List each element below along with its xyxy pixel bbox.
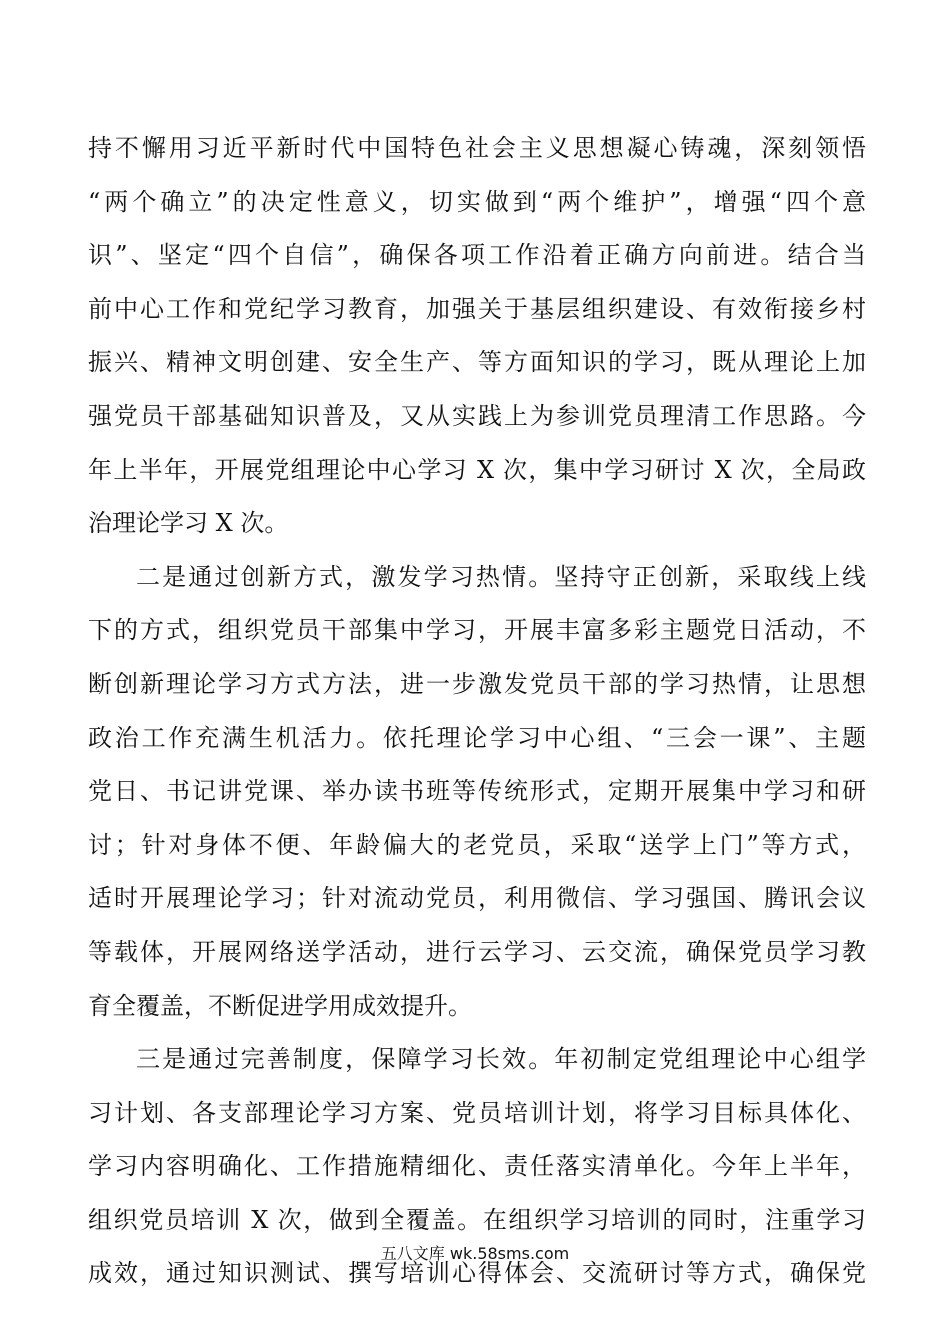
paragraph-1-line: “两个确立”的决定性意义，切实做到“两个维护”，增强“四个意 — [88, 187, 866, 216]
paragraph-1-line: 强党员干部基础知识普及，又从实践上为参训党员理清工作思路。今 — [88, 401, 866, 430]
paragraph-3-line: 习计划、各支部理论学习方案、党员培训计划，将学习目标具体化、 — [88, 1098, 866, 1127]
page-footer-watermark: 五八文库 wk.58sms.com — [380, 1244, 570, 1263]
paragraph-1-line: 年上半年，开展党组理论中心学习 X 次，集中学习研讨 X 次，全局政 — [88, 455, 866, 484]
paragraph-3-line: 三是通过完善制度，保障学习长效。年初制定党组理论中心组学 — [136, 1045, 866, 1074]
paragraph-1-line: 振兴、精神文明创建、安全生产、等方面知识的学习，既从理论上加 — [88, 348, 866, 377]
paragraph-2-line: 断创新理论学习方式方法，进一步激发党员干部的学习热情，让思想 — [88, 669, 866, 698]
paragraph-2-line: 党日、书记讲党课、举办读书班等传统形式，定期开展集中学习和研 — [88, 777, 866, 806]
paragraph-3-line: 成效，通过知识测试、撰写培训心得体会、交流研讨等方式，确保党 — [88, 1259, 866, 1288]
paragraph-2-line: 育全覆盖，不断促进学用成效提升。 — [88, 991, 472, 1020]
paragraph-1-line: 识”、坚定“四个自信”，确保各项工作沿着正确方向前进。结合当 — [88, 241, 866, 270]
paragraph-2-line: 二是通过创新方式，激发学习热情。坚持守正创新，采取线上线 — [136, 562, 866, 591]
document-body — [88, 122, 866, 1301]
paragraph-1-line: 治理论学习 X 次。 — [88, 509, 289, 538]
paragraph-2-line: 政治工作充满生机活力。依托理论学习中心组、“三会一课”、主题 — [88, 723, 866, 752]
paragraph-1-line: 前中心工作和党纪学习教育，加强关于基层组织建设、有效衔接乡村 — [88, 294, 866, 323]
paragraph-1-line: 持不懈用习近平新时代中国特色社会主义思想凝心铸魂，深刻领悟 — [88, 134, 866, 162]
paragraph-2-line: 适时开展理论学习；针对流动党员，利用微信、学习强国、腾讯会议 — [88, 884, 866, 913]
paragraph-3-line: 组织党员培训 X 次，做到全覆盖。在组织学习培训的同时，注重学习 — [88, 1205, 866, 1234]
paragraph-2-line: 讨；针对身体不便、年龄偏大的老党员，采取“送学上门”等方式， — [88, 830, 866, 859]
paragraph-2-line: 下的方式，组织党员干部集中学习，开展丰富多彩主题党日活动，不 — [88, 616, 866, 645]
paragraph-2-line: 等载体，开展网络送学活动，进行云学习、云交流，确保党员学习教 — [88, 937, 866, 966]
paragraph-3-line: 学习内容明确化、工作措施精细化、责任落实清单化。今年上半年， — [88, 1152, 866, 1181]
